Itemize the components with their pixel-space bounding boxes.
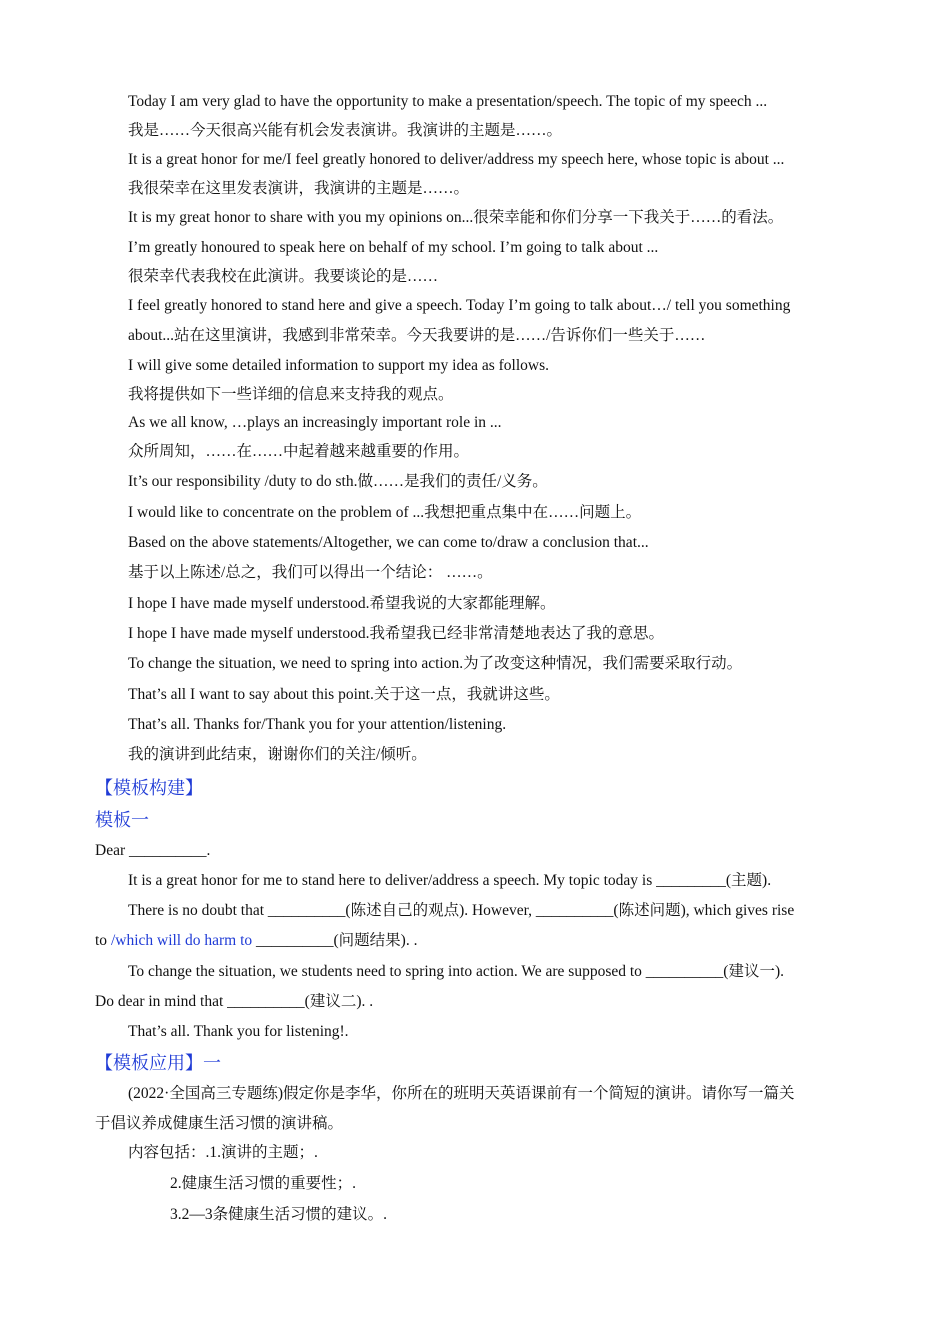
phrase-18: I hope I have made myself understood.希望我说的大家都能理解。 — [128, 595, 556, 612]
template-paragraph-2-line-1: There is no doubt that __________(陈述自己的观点). However, __________(陈述问题), which gives rise — [128, 902, 795, 919]
phrase-16: Based on the above statements/Altogether, we can come to/draw a conclusion that... — [128, 534, 649, 551]
phrase-6: I’m greatly honoured to speak here on behalf of my school. I’m going to talk about ... — [128, 239, 659, 256]
phrase-10: I will give some detailed information to support my idea as follows. — [128, 357, 550, 374]
template-p2-rest: __________(问题结果). . — [252, 932, 418, 949]
application-item-3: 3.2—3条健康生活习惯的建议。. — [170, 1206, 388, 1223]
phrase-1: Today I am very glad to have the opportunity to make a presentation/speech. The topic of my speech ... — [128, 93, 768, 110]
template-paragraph-3-line-1: To change the situation, we students need to spring into action. We are supposed to __________(建议一). — [128, 963, 785, 980]
application-task-line-1: (2022·全国高三专题练)假定你是李华，你所在的班明天英语课前有一个简短的演讲。请你写一篇关 — [128, 1085, 795, 1102]
application-item-2: 2.健康生活习惯的重要性；. — [170, 1175, 357, 1192]
phrase-22: That’s all. Thanks for/Thank you for your attention/listening. — [128, 716, 507, 733]
application-section-title: 【模板应用】一 — [95, 1053, 221, 1073]
phrase-3: It is a great honor for me/I feel greatly honored to deliver/address my speech here, whose topic is about ... — [128, 151, 785, 168]
template-salutation: Dear __________. — [95, 842, 211, 859]
phrase-21: That’s all I want to say about this point.关于这一点，我就讲这些。 — [128, 686, 560, 703]
template-subtitle: 模板一 — [95, 810, 149, 830]
phrase-20: To change the situation, we need to spring into action.为了改变这种情况，我们需要采取行动。 — [128, 655, 743, 672]
phrase-15: I would like to concentrate on the problem of ...我想把重点集中在……问题上。 — [128, 504, 642, 521]
phrase-23: 我的演讲到此结束，谢谢你们的关注/倾听。 — [128, 746, 427, 763]
phrase-19: I hope I have made myself understood.我希望我已经非常清楚地表达了我的意思。 — [128, 625, 664, 642]
template-section-title: 【模板构建】 — [95, 778, 203, 798]
template-p2-to: to — [95, 932, 111, 949]
phrase-4: 我很荣幸在这里发表演讲，我演讲的主题是……。 — [128, 180, 470, 197]
template-closing: That’s all. Thank you for listening!. — [128, 1023, 349, 1040]
template-paragraph-1: It is a great honor for me to stand here to deliver/address a speech. My topic today is _________(主题). — [128, 872, 772, 889]
phrase-2: 我是……今天很高兴能有机会发表演讲。我演讲的主题是……。 — [128, 122, 563, 139]
phrase-5: It is my great honor to share with you my opinions on...很荣幸能和你们分享一下我关于……的看法。 — [128, 209, 784, 226]
phrase-11: 我将提供如下一些详细的信息来支持我的观点。 — [128, 386, 454, 403]
application-content-label: 内容包括：.1.演讲的主题；. — [128, 1144, 318, 1161]
phrase-9: about...站在这里演讲，我感到非常荣幸。今天我要讲的是……/告诉你们一些关于…… — [128, 327, 706, 344]
template-p2-alternative: /which will do harm to — [110, 932, 253, 949]
phrase-17: 基于以上陈述/总之，我们可以得出一个结论： ……。 — [128, 564, 493, 581]
phrase-13: 众所周知，……在……中起着越来越重要的作用。 — [128, 443, 470, 460]
template-paragraph-2-line-2 — [95, 931, 417, 951]
application-task-line-2: 于倡议养成健康生活习惯的演讲稿。 — [95, 1115, 344, 1132]
template-paragraph-3-line-2: Do dear in mind that __________(建议二). . — [95, 993, 374, 1010]
phrase-7: 很荣幸代表我校在此演讲。我要谈论的是…… — [128, 268, 439, 285]
phrase-8: I feel greatly honored to stand here and give a speech. Today I’m going to talk about…/ tell you something — [128, 297, 791, 314]
phrase-12: As we all know, …plays an increasingly important role in ... — [128, 414, 502, 431]
phrase-14: It’s our responsibility /duty to do sth.做……是我们的责任/义务。 — [128, 473, 548, 490]
